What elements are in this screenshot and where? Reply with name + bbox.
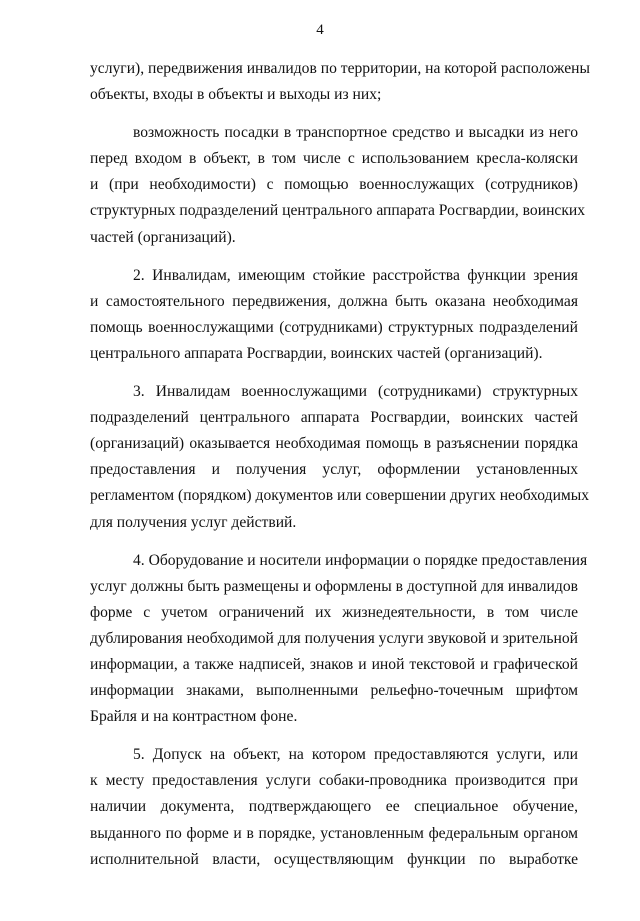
text-line: и (при необходимости) с помощью военнослужащих (сотрудников) bbox=[90, 176, 578, 194]
text-line: помощь военнослужащими (сотрудниками) структурных подразделений bbox=[90, 318, 578, 336]
text-line: предоставления и получения услуг, оформлении установленных bbox=[90, 461, 578, 479]
text-line: информации знаками, выполненными рельефно-точечным шрифтом bbox=[90, 682, 578, 700]
text-line: подразделений центрального аппарата Росгвардии, воинских частей bbox=[90, 409, 578, 427]
text-line: услуги), передвижения инвалидов по территории, на которой расположены bbox=[90, 60, 590, 77]
text-line: регламентом (порядком) документов или совершении других необходимых bbox=[90, 487, 590, 505]
text-line: выданного по форме и в порядке, установленным федеральным органом bbox=[90, 824, 578, 842]
paragraph-item-2 bbox=[90, 263, 578, 367]
paragraph-item-5 bbox=[90, 742, 578, 872]
text-line: форме с учетом ограничений их жизнедеятельности, в том числе bbox=[90, 603, 578, 621]
text-line: для получения услуг действий. bbox=[90, 513, 297, 531]
text-line: структурных подразделений центрального аппарата Росгвардии, воинских bbox=[90, 202, 586, 220]
text-line: дублирования необходимой для получения услуги звуковой и зрительной bbox=[90, 629, 578, 647]
text-line: 3. Инвалидам военнослужащими (сотрудниками) структурных bbox=[133, 383, 578, 401]
text-line: исполнительной власти, осуществляющим функции по выработке bbox=[90, 850, 578, 868]
text-line: возможность посадки в транспортное средство и высадки из него bbox=[133, 124, 578, 142]
text-line: и самостоятельного передвижения, должна быть оказана необходимая bbox=[90, 292, 578, 310]
text-line: частей (организаций). bbox=[90, 228, 236, 246]
text-line: (организаций) оказывается необходимая помощь в разъяснении порядка bbox=[90, 435, 578, 453]
text-line: информации, а также надписей, знаков и иной текстовой и графической bbox=[90, 655, 578, 673]
text-line: 2. Инвалидам, имеющим стойкие расстройства функции зрения bbox=[133, 266, 578, 284]
paragraph-boarding bbox=[90, 120, 586, 250]
page-number: 4 bbox=[316, 22, 324, 38]
text-line: объекты, входы в объекты и выходы из них; bbox=[90, 86, 382, 104]
text-line: услуг должны быть размещены и оформлены в доступной для инвалидов bbox=[90, 577, 578, 595]
paragraph-continuation bbox=[90, 56, 590, 108]
text-line: 5. Допуск на объект, на котором предоставляются услуги, или bbox=[133, 746, 578, 764]
text-line: Брайля и на контрастном фоне. bbox=[90, 708, 298, 726]
text-line: перед входом в объект, в том числе с использованием кресла-коляски bbox=[90, 150, 578, 168]
text-line: 4. Оборудование и носители информации о порядке предоставления bbox=[133, 551, 588, 569]
paragraph-item-3 bbox=[90, 379, 590, 536]
text-line: к месту предоставления услуги собаки-проводника производится при bbox=[90, 772, 578, 790]
text-line: наличии документа, подтверждающего ее специальное обучение, bbox=[90, 798, 578, 816]
text-line: центрального аппарата Росгвардии, воинских частей (организаций). bbox=[90, 344, 543, 362]
paragraph-item-4 bbox=[90, 548, 588, 731]
document-body bbox=[90, 56, 590, 873]
